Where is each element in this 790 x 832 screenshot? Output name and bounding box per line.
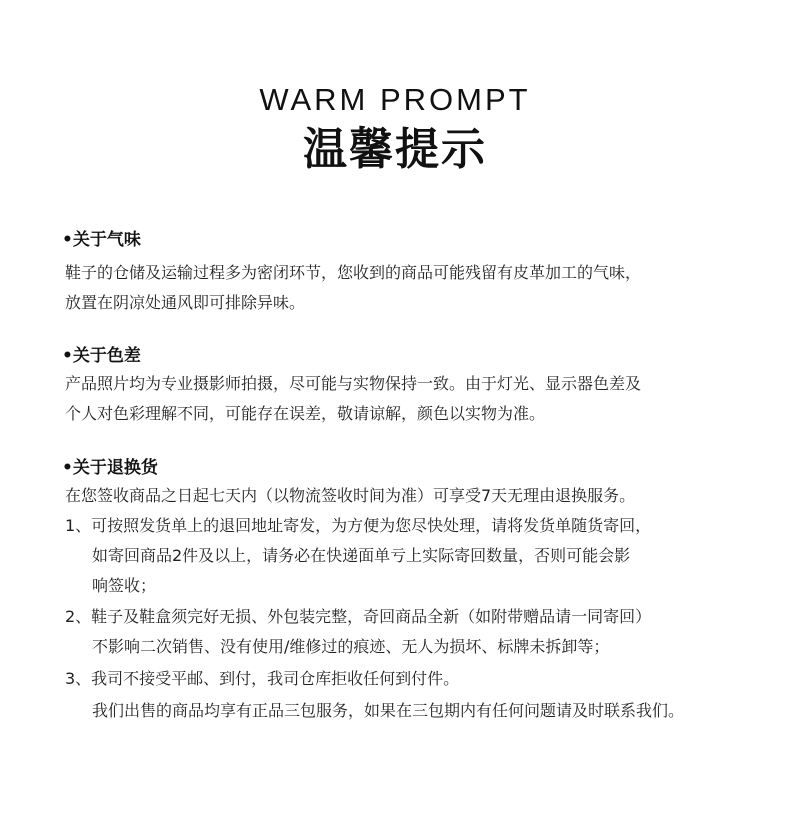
section-returns-line: 如寄回商品2件及以上，请务必在快递面单亏上实际寄回数量，否则可能会影	[92, 546, 631, 565]
section-odor-line: 鞋子的仓储及运输过程多为密闭环节，您收到的商品可能残留有皮革加工的气味，	[65, 263, 642, 282]
section-odor-heading: •关于气味	[62, 230, 141, 250]
section-color-line: 产品照片均为专业摄影师拍摄，尽可能与实物保持一致。由于灯光、显示器色差及	[65, 374, 642, 393]
section-returns-line: 2、鞋子及鞋盒须完好无损、外包装完整，奇回商品全新（如附带赠品请一同寄回）	[65, 607, 652, 626]
section-returns-line: 我们出售的商品均享有正品三包服务，如果在三包期内有任何问题请及时联系我们。	[92, 701, 685, 720]
section-returns-line: 1、可按照发货单上的退回地址寄发，为方便为您尽快处理，请将发货单随货寄回，	[65, 516, 652, 535]
section-returns-line: 响签收；	[92, 576, 157, 595]
section-color-line: 个人对色彩理解不同，可能存在误差，敬请谅解，颜色以实物为准。	[65, 404, 546, 423]
section-returns-line: 不影响二次销售、没有使用/维修过的痕迹、无人为损坏、标牌未拆卸等；	[92, 637, 610, 656]
title-english: WARM PROMPT	[259, 82, 531, 117]
section-odor-line: 放置在阴凉处通风即可排除异味。	[65, 293, 306, 312]
section-returns-line: 在您签收商品之日起七天内（以物流签收时间为准）可享受7天无理由退换服务。	[65, 486, 636, 505]
section-returns-line: 3、我司不接受平邮、到付，我司仓库拒收任何到付件。	[65, 669, 460, 688]
title-chinese: 温馨提示	[303, 124, 487, 175]
section-color-heading: •关于色差	[62, 346, 141, 366]
section-returns-heading: •关于退换货	[62, 458, 158, 478]
